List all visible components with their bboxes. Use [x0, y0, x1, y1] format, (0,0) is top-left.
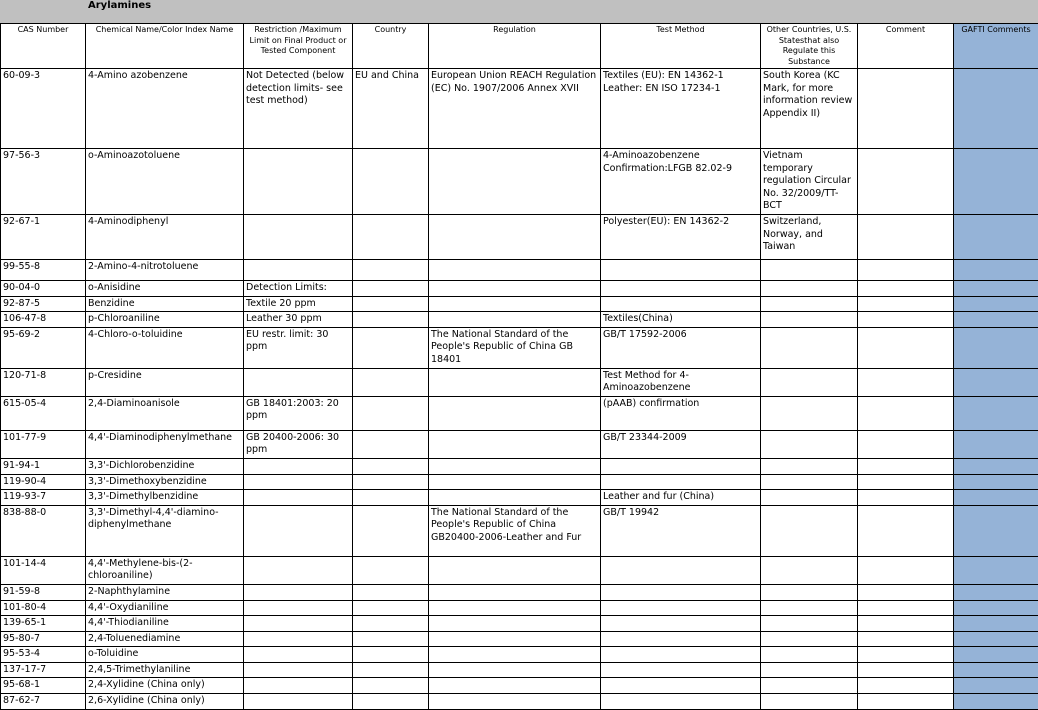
- test-method-cell: [601, 584, 761, 600]
- comment-cell: [858, 215, 954, 260]
- regulation-cell: [429, 631, 601, 647]
- chemical-name-cell: o-Toluidine: [86, 647, 244, 663]
- test-method-cell: 4-Aminoazobenzene Confirmation:LFGB 82.02-9: [601, 149, 761, 215]
- regulation-cell: [429, 430, 601, 458]
- restriction-cell: Textile 20 ppm: [244, 296, 353, 312]
- other-countries-cell: [761, 312, 858, 328]
- chemical-name-cell: 2-Naphthylamine: [86, 584, 244, 600]
- country-cell: [353, 430, 429, 458]
- comment-cell: [858, 616, 954, 632]
- restriction-cell: [244, 662, 353, 678]
- comment-cell: [858, 490, 954, 506]
- gafti-comment-cell: [954, 505, 1038, 556]
- gafti-comment-cell: [954, 490, 1038, 506]
- restriction-cell: [244, 474, 353, 490]
- test-method-cell: [601, 694, 761, 710]
- test-method-cell: [601, 647, 761, 663]
- table-row: [1, 474, 1038, 490]
- restriction-cell: [244, 616, 353, 632]
- restriction-cell: [244, 556, 353, 584]
- country-cell: [353, 556, 429, 584]
- gafti-comment-cell: [954, 458, 1038, 474]
- cas-cell: 95-80-7: [1, 631, 86, 647]
- test-method-cell: Textiles (EU): EN 14362-1 Leather: EN ISO 17234-1: [601, 69, 761, 149]
- chemical-name-cell: Benzidine: [86, 296, 244, 312]
- cas-cell: 87-62-7: [1, 694, 86, 710]
- other-countries-cell: Switzerland, Norway, and Taiwan: [761, 215, 858, 260]
- regulation-cell: [429, 600, 601, 616]
- test-method-cell: [601, 631, 761, 647]
- cas-cell: 95-68-1: [1, 678, 86, 694]
- country-cell: [353, 662, 429, 678]
- gafti-comment-cell: [954, 631, 1038, 647]
- restriction-cell: [244, 490, 353, 506]
- restriction-cell: GB 18401:2003: 20 ppm: [244, 396, 353, 430]
- chemical-name-cell: 2,6-Xylidine (China only): [86, 694, 244, 710]
- chemical-name-cell: o-Aminoazotoluene: [86, 149, 244, 215]
- gafti-comment-cell: [954, 149, 1038, 215]
- chemical-name-cell: 3,3'-Dichlorobenzidine: [86, 458, 244, 474]
- regulation-cell: [429, 584, 601, 600]
- restriction-cell: GB 20400-2006: 30 ppm: [244, 430, 353, 458]
- table-row: [1, 490, 1038, 506]
- comment-cell: [858, 600, 954, 616]
- gafti-comment-cell: [954, 662, 1038, 678]
- other-countries-cell: [761, 678, 858, 694]
- table-row: [1, 584, 1038, 600]
- chemical-name-cell: p-Chloroaniline: [86, 312, 244, 328]
- comment-cell: [858, 678, 954, 694]
- regulation-cell: [429, 458, 601, 474]
- cas-cell: 838-88-0: [1, 505, 86, 556]
- gafti-comment-cell: [954, 312, 1038, 328]
- gafti-comment-cell: [954, 474, 1038, 490]
- restriction-cell: [244, 368, 353, 396]
- gafti-comment-cell: [954, 616, 1038, 632]
- country-cell: [353, 368, 429, 396]
- regulation-cell: [429, 296, 601, 312]
- table-row: [1, 327, 1038, 368]
- table-row: [1, 368, 1038, 396]
- table-row: [1, 662, 1038, 678]
- regulation-cell: [429, 474, 601, 490]
- table-row: [1, 430, 1038, 458]
- restriction-cell: Detection Limits:: [244, 281, 353, 297]
- table-row: [1, 215, 1038, 260]
- gafti-comment-cell: [954, 396, 1038, 430]
- gafti-comment-cell: [954, 327, 1038, 368]
- country-cell: [353, 458, 429, 474]
- comment-cell: [858, 260, 954, 281]
- other-countries-cell: [761, 368, 858, 396]
- cas-cell: 97-56-3: [1, 149, 86, 215]
- gafti-comment-cell: [954, 430, 1038, 458]
- table-row: [1, 458, 1038, 474]
- restriction-cell: [244, 584, 353, 600]
- regulation-cell: [429, 368, 601, 396]
- country-cell: [353, 678, 429, 694]
- test-method-cell: Test Method for 4-Aminoazobenzene: [601, 368, 761, 396]
- table-row: [1, 281, 1038, 297]
- regulation-cell: [429, 396, 601, 430]
- country-cell: [353, 647, 429, 663]
- country-cell: [353, 490, 429, 506]
- gafti-comment-cell: [954, 368, 1038, 396]
- header-row: [1, 24, 1038, 69]
- test-method-cell: Textiles(China): [601, 312, 761, 328]
- chemical-name-cell: p-Cresidine: [86, 368, 244, 396]
- country-cell: [353, 149, 429, 215]
- chemical-name-cell: 2,4-Toluenediamine: [86, 631, 244, 647]
- comment-cell: [858, 368, 954, 396]
- country-cell: [353, 296, 429, 312]
- country-cell: [353, 281, 429, 297]
- country-cell: [353, 631, 429, 647]
- other-countries-cell: [761, 490, 858, 506]
- chemical-name-cell: 2,4-Xylidine (China only): [86, 678, 244, 694]
- cas-cell: 90-04-0: [1, 281, 86, 297]
- regulation-cell: [429, 149, 601, 215]
- comment-cell: [858, 281, 954, 297]
- gafti-comment-cell: [954, 215, 1038, 260]
- restriction-cell: Leather 30 ppm: [244, 312, 353, 328]
- other-countries-cell: [761, 616, 858, 632]
- cas-cell: 99-55-8: [1, 260, 86, 281]
- other-countries-cell: [761, 694, 858, 710]
- test-method-cell: [601, 662, 761, 678]
- cas-cell: 95-53-4: [1, 647, 86, 663]
- cas-cell: 120-71-8: [1, 368, 86, 396]
- regulation-cell: [429, 678, 601, 694]
- cas-cell: 101-80-4: [1, 600, 86, 616]
- sheet-title: Arylamines: [88, 0, 151, 12]
- regulation-cell: [429, 215, 601, 260]
- other-countries-cell: [761, 600, 858, 616]
- chemical-name-cell: 2-Amino-4-nitrotoluene: [86, 260, 244, 281]
- table-row: [1, 616, 1038, 632]
- other-countries-cell: [761, 556, 858, 584]
- table-row: [1, 647, 1038, 663]
- other-countries-cell: [761, 647, 858, 663]
- other-countries-cell: [761, 296, 858, 312]
- other-countries-cell: [761, 281, 858, 297]
- test-method-cell: Leather and fur (China): [601, 490, 761, 506]
- cas-cell: 95-69-2: [1, 327, 86, 368]
- table-row: [1, 556, 1038, 584]
- comment-cell: [858, 662, 954, 678]
- regulation-cell: [429, 490, 601, 506]
- country-cell: [353, 327, 429, 368]
- restriction-cell: EU restr. limit: 30 ppm: [244, 327, 353, 368]
- gafti-comment-cell: [954, 69, 1038, 149]
- other-countries-cell: South Korea (KC Mark, for more information review Appendix II): [761, 69, 858, 149]
- comment-cell: [858, 312, 954, 328]
- title-bar: [0, 0, 1038, 23]
- cas-cell: 101-14-4: [1, 556, 86, 584]
- cas-cell: 101-77-9: [1, 430, 86, 458]
- restriction-cell: [244, 647, 353, 663]
- other-countries-cell: Vietnam temporary regulation Circular No. 32/2009/TT-BCT: [761, 149, 858, 215]
- header-country: Country: [353, 24, 429, 69]
- regulation-cell: [429, 616, 601, 632]
- comment-cell: [858, 505, 954, 556]
- regulation-cell: [429, 312, 601, 328]
- cas-cell: 91-94-1: [1, 458, 86, 474]
- comment-cell: [858, 631, 954, 647]
- gafti-comment-cell: [954, 296, 1038, 312]
- other-countries-cell: [761, 396, 858, 430]
- test-method-cell: [601, 296, 761, 312]
- comment-cell: [858, 327, 954, 368]
- gafti-comment-cell: [954, 647, 1038, 663]
- cas-cell: 615-05-4: [1, 396, 86, 430]
- chemical-name-cell: 2,4,5-Trimethylaniline: [86, 662, 244, 678]
- country-cell: [353, 474, 429, 490]
- table-row: [1, 149, 1038, 215]
- gafti-comment-cell: [954, 678, 1038, 694]
- gafti-comment-cell: [954, 694, 1038, 710]
- restriction-cell: Not Detected (below detection limits- see test method): [244, 69, 353, 149]
- restriction-cell: [244, 215, 353, 260]
- cas-cell: 119-93-7: [1, 490, 86, 506]
- regulation-cell: [429, 662, 601, 678]
- comment-cell: [858, 296, 954, 312]
- chemical-name-cell: 4,4'-Methylene-bis-(2-chloroaniline): [86, 556, 244, 584]
- restriction-cell: [244, 694, 353, 710]
- test-method-cell: [601, 474, 761, 490]
- header-chemical-name: Chemical Name/Color Index Name: [86, 24, 244, 69]
- comment-cell: [858, 430, 954, 458]
- chemical-name-cell: 4-Aminodiphenyl: [86, 215, 244, 260]
- test-method-cell: (pAAB) confirmation: [601, 396, 761, 430]
- other-countries-cell: [761, 505, 858, 556]
- country-cell: [353, 694, 429, 710]
- country-cell: [353, 616, 429, 632]
- regulation-cell: The National Standard of the People's Republic of China GB20400-2006-Leather and Fur: [429, 505, 601, 556]
- table-row: [1, 678, 1038, 694]
- chemical-name-cell: 2,4-Diaminoanisole: [86, 396, 244, 430]
- chemical-name-cell: 4-Amino azobenzene: [86, 69, 244, 149]
- chemical-name-cell: o-Anisidine: [86, 281, 244, 297]
- test-method-cell: Polyester(EU): EN 14362-2: [601, 215, 761, 260]
- other-countries-cell: [761, 458, 858, 474]
- header-gafti-comments: GAFTI Comments: [954, 24, 1038, 69]
- test-method-cell: [601, 556, 761, 584]
- chemical-name-cell: 3,3'-Dimethyl-4,4'-diamino-diphenylmethane: [86, 505, 244, 556]
- comment-cell: [858, 149, 954, 215]
- table-row: [1, 600, 1038, 616]
- header-comment: Comment: [858, 24, 954, 69]
- comment-cell: [858, 396, 954, 430]
- other-countries-cell: [761, 584, 858, 600]
- table-row: [1, 694, 1038, 710]
- table-row: [1, 312, 1038, 328]
- restriction-cell: [244, 600, 353, 616]
- gafti-comment-cell: [954, 281, 1038, 297]
- chemical-name-cell: 3,3'-Dimethylbenzidine: [86, 490, 244, 506]
- country-cell: [353, 260, 429, 281]
- restriction-cell: [244, 631, 353, 647]
- chemical-name-cell: 4,4'-Diaminodiphenylmethane: [86, 430, 244, 458]
- restriction-cell: [244, 678, 353, 694]
- country-cell: [353, 505, 429, 556]
- regulation-cell: European Union REACH Regulation (EC) No. 1907/2006 Annex XVII: [429, 69, 601, 149]
- test-method-cell: GB/T 19942: [601, 505, 761, 556]
- arylamines-table: [0, 23, 1038, 710]
- country-cell: [353, 215, 429, 260]
- chemical-name-cell: 4,4'-Oxydianiline: [86, 600, 244, 616]
- comment-cell: [858, 458, 954, 474]
- country-cell: EU and China: [353, 69, 429, 149]
- regulation-cell: [429, 281, 601, 297]
- test-method-cell: [601, 678, 761, 694]
- country-cell: [353, 396, 429, 430]
- table-row: [1, 631, 1038, 647]
- gafti-comment-cell: [954, 584, 1038, 600]
- country-cell: [353, 584, 429, 600]
- gafti-comment-cell: [954, 260, 1038, 281]
- test-method-cell: GB/T 23344-2009: [601, 430, 761, 458]
- regulation-cell: The National Standard of the People's Republic of China GB 18401: [429, 327, 601, 368]
- header-restriction: Restriction /Maximum Limit on Final Product or Tested Component: [244, 24, 353, 69]
- comment-cell: [858, 584, 954, 600]
- other-countries-cell: [761, 662, 858, 678]
- other-countries-cell: [761, 474, 858, 490]
- comment-cell: [858, 474, 954, 490]
- header-other-countries: Other Countries, U.S. Statesthat also Regulate this Substance: [761, 24, 858, 69]
- test-method-cell: [601, 458, 761, 474]
- test-method-cell: [601, 600, 761, 616]
- regulation-cell: [429, 260, 601, 281]
- cas-cell: 106-47-8: [1, 312, 86, 328]
- table-row: [1, 69, 1038, 149]
- cas-cell: 139-65-1: [1, 616, 86, 632]
- cas-cell: 92-67-1: [1, 215, 86, 260]
- gafti-comment-cell: [954, 556, 1038, 584]
- table-row: [1, 296, 1038, 312]
- chemical-name-cell: 4-Chloro-o-toluidine: [86, 327, 244, 368]
- comment-cell: [858, 694, 954, 710]
- chemical-name-cell: 4,4'-Thiodianiline: [86, 616, 244, 632]
- test-method-cell: [601, 260, 761, 281]
- other-countries-cell: [761, 260, 858, 281]
- cas-cell: 60-09-3: [1, 69, 86, 149]
- table-row: [1, 260, 1038, 281]
- other-countries-cell: [761, 430, 858, 458]
- regulation-cell: [429, 694, 601, 710]
- country-cell: [353, 600, 429, 616]
- header-test-method: Test Method: [601, 24, 761, 69]
- other-countries-cell: [761, 631, 858, 647]
- test-method-cell: GB/T 17592-2006: [601, 327, 761, 368]
- restriction-cell: [244, 149, 353, 215]
- restriction-cell: [244, 458, 353, 474]
- restriction-cell: [244, 505, 353, 556]
- comment-cell: [858, 69, 954, 149]
- test-method-cell: [601, 281, 761, 297]
- regulation-cell: [429, 647, 601, 663]
- cas-cell: 92-87-5: [1, 296, 86, 312]
- regulation-cell: [429, 556, 601, 584]
- test-method-cell: [601, 616, 761, 632]
- chemical-name-cell: 3,3'-Dimethoxybenzidine: [86, 474, 244, 490]
- header-regulation: Regulation: [429, 24, 601, 69]
- cas-cell: 137-17-7: [1, 662, 86, 678]
- header-cas: CAS Number: [1, 24, 86, 69]
- gafti-comment-cell: [954, 600, 1038, 616]
- cas-cell: 119-90-4: [1, 474, 86, 490]
- comment-cell: [858, 647, 954, 663]
- comment-cell: [858, 556, 954, 584]
- restriction-cell: [244, 260, 353, 281]
- country-cell: [353, 312, 429, 328]
- other-countries-cell: [761, 327, 858, 368]
- cas-cell: 91-59-8: [1, 584, 86, 600]
- table-row: [1, 505, 1038, 556]
- table-row: [1, 396, 1038, 430]
